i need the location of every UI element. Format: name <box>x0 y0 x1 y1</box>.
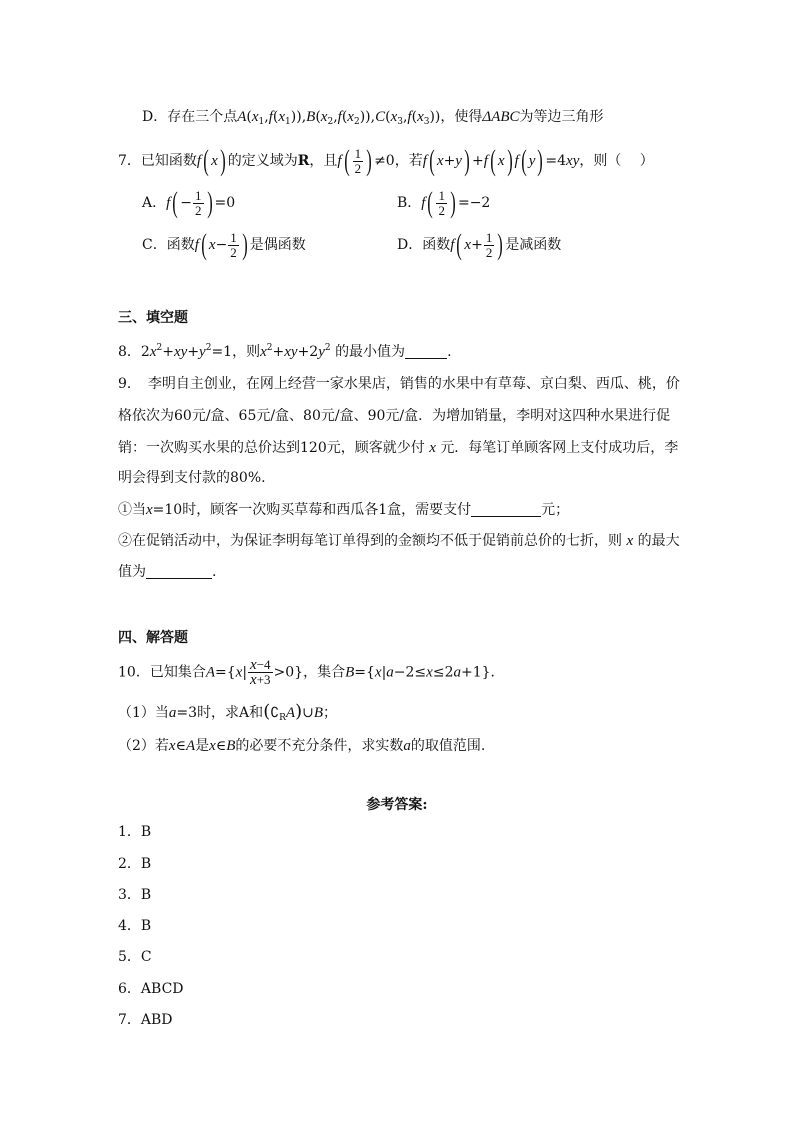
answer-item: 6．ABCD <box>118 981 184 997</box>
stem-text: 元； <box>541 502 570 518</box>
option-text: 是减函数 <box>505 237 562 253</box>
question-number: 8． <box>118 344 141 360</box>
stem-text: . <box>447 344 452 360</box>
q7-option-a: A．f( − $\frac{1}{2}$ ) =0 <box>142 186 236 219</box>
stem-text: 元．每笔订单顾客网上支付成功后，李 <box>440 440 679 456</box>
stem-text: 时，求A和 <box>197 705 264 721</box>
q10-stem: 10．已知集合A={x| $\frac{x-4}{x+3}$ >0}，集合B={x|a−2≤x≤2a+1}． <box>118 657 505 688</box>
stem-text: ，则（ ） <box>579 153 654 169</box>
answer-blank[interactable] <box>405 344 447 359</box>
stem-text: 的最小值为 <box>335 344 406 360</box>
q9-line-3: 销：一次购买水果的总价达到120元，顾客就少付 x 元．每笔订单顾客网上支付成功后，李 <box>118 440 679 456</box>
option-text: 存在三个点 <box>167 109 238 125</box>
answer-blank[interactable] <box>146 564 212 579</box>
stem-text: ①当 <box>118 502 146 518</box>
stem-text: 销：一次购买水果的总价达到120元，顾客就少付 <box>118 440 425 456</box>
option-text: ，使得 <box>440 109 483 125</box>
q7-option-b: B．f( $\frac{1}{2}$ ) =−2 <box>397 186 491 219</box>
q9-line-1: 9． 李明自主创业，在网上经营一家水果店，销售的水果中有草莓、京白梨、西瓜、桃，价 <box>118 376 680 392</box>
answer-item: 2．B <box>118 856 152 872</box>
stem-text: ②在促销活动中，为保证李明每笔订单得到的金额均不低于促销前总价的七折，则 <box>118 533 622 549</box>
section-title-solutions: 四、解答题 <box>118 630 188 646</box>
question-number: 10．已知集合 <box>118 664 206 681</box>
option-value: =0 <box>214 195 236 211</box>
q7-stem: 7．已知函数f( x) 的定义域为R，且f( $\frac{1}{2}$ ) ≠0，若f( x+y) +f( x) f( y) =4xy，则（ ） <box>118 144 654 177</box>
q7-option-d: D．函数f( x+ $\frac{1}{2}$ ) 是减函数 <box>397 228 562 261</box>
option-label: A． <box>142 195 167 211</box>
reals-symbol: R <box>297 153 310 169</box>
q10-part-2: （2）若x∈A是x∈B的必要不充分条件，求实数a的取值范围. <box>118 738 486 754</box>
stem-text: （1）当 <box>118 705 169 721</box>
stem-text: 是 <box>195 738 210 754</box>
stem-text: 的最大 <box>637 533 680 549</box>
q8: 8．$2x^2+xy+y^2=1$，则$x^2+xy+2y^2$ 的最小值为 . <box>118 343 452 360</box>
stem-text: 的必要不充分条件，求实数 <box>235 738 404 754</box>
stem-text: ，则 <box>232 344 261 360</box>
q9-line-2: 格依次为60元/盒、65元/盒、80元/盒、90元/盒．为增加销量，李明对这四种水果进行促 <box>118 408 671 424</box>
stem-text: ，集合 <box>303 664 346 681</box>
answer-item: 7．ABD <box>118 1012 173 1028</box>
points-expression: A <box>237 109 247 125</box>
q9-line-4: 明会得到支付款的80%. <box>118 470 266 486</box>
stem-text: ； <box>323 705 338 721</box>
stem-text: ≠0，若 <box>374 153 423 169</box>
q9-part-1: ①当x=10时，顾客一次购买草莓和西瓜各1盒，需要支付 元； <box>118 502 570 518</box>
option-text: 是偶函数 <box>249 237 306 253</box>
stem-text: 值为 <box>118 564 146 580</box>
q7-option-c: C．函数f( x− $\frac{1}{2}$ ) 是偶函数 <box>142 228 306 261</box>
q10-part-1: （1）当a=3时，求A和$(∁_RA)\cup B$； <box>118 701 338 723</box>
option-label: B． <box>397 195 422 211</box>
answer-blank[interactable] <box>471 502 541 517</box>
q9-part-2-cont <box>118 562 216 582</box>
stem-text: ，且 <box>309 153 338 169</box>
answer-item: 3．B <box>118 887 152 903</box>
section-title-fill-in: 三、填空题 <box>118 310 188 326</box>
stem-text: （2）若 <box>118 738 169 754</box>
answers-title: 参考答案: <box>366 797 428 813</box>
q6-option-d: D．存在三个点$A(x_1,f(x_1)),B(x_2,f(x_2)),C(x_3,f(x_3))$，使得ΔABC为等边三角形 <box>142 109 604 127</box>
stem-text: . <box>212 564 217 580</box>
stem-text: 的取值范围. <box>410 738 486 754</box>
triangle-label: ΔABC <box>482 109 520 125</box>
option-value: =−2 <box>457 195 491 211</box>
question-number: 7． <box>118 153 141 169</box>
stem-text: =10时，顾客一次购买草莓和西瓜各1盒，需要支付 <box>152 502 472 518</box>
option-label: D．函数 <box>397 237 451 253</box>
answer-item: 5．C <box>118 949 152 965</box>
option-text: 为等边三角形 <box>519 109 604 125</box>
option-label: C．函数 <box>142 237 195 253</box>
stem-text: 的定义域为 <box>227 153 298 169</box>
q9-part-2: ②在促销活动中，为保证李明每笔订单得到的金额均不低于促销前总价的七折，则 x 的最大 <box>118 533 680 549</box>
answer-item: 4．B <box>118 918 152 934</box>
option-label: D． <box>142 109 168 125</box>
answer-item: 1．B <box>118 824 152 840</box>
stem-text: 已知函数 <box>140 153 197 169</box>
